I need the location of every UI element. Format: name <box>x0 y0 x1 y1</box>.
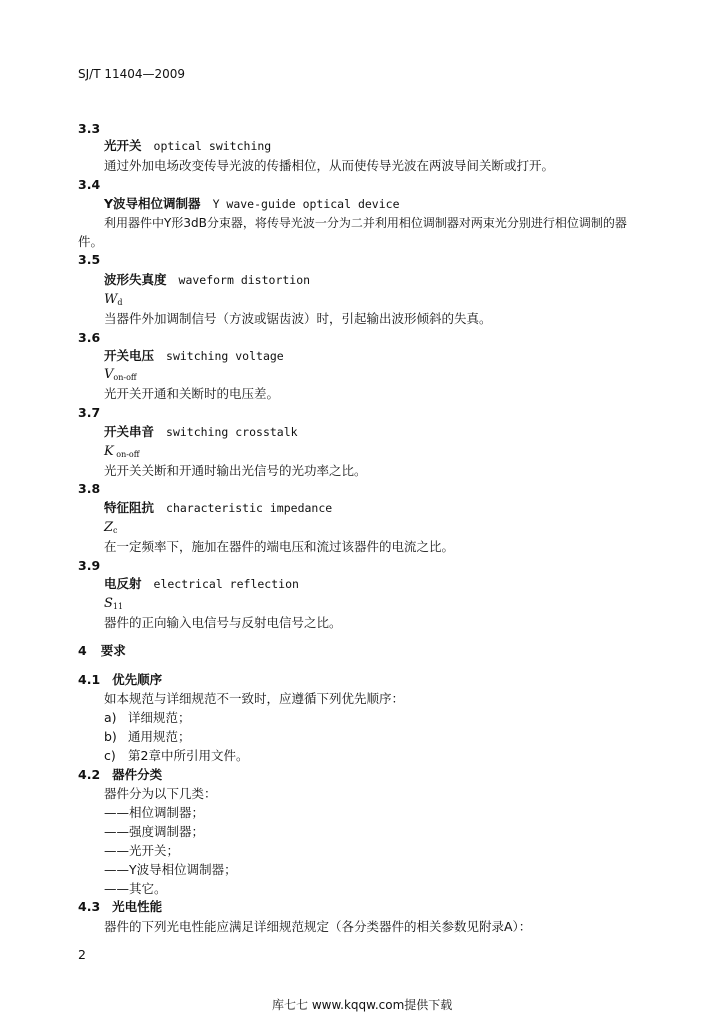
term-heading <box>104 196 400 212</box>
term-definition: 器件的正向输入电信号与反射电信号之比。 <box>104 615 342 630</box>
term-number: 3.8 <box>78 481 101 496</box>
list-item: ——光开关； <box>104 843 180 858</box>
term-heading <box>104 500 332 516</box>
symbol-letter: S <box>104 596 113 611</box>
section-heading <box>78 643 126 659</box>
term-name-en: Y wave-guide optical device <box>212 197 400 211</box>
subsection-heading <box>78 672 162 688</box>
term-name-en: optical switching <box>153 139 272 153</box>
term-definition: 当器件外加调制信号（方波或锯齿波）时，引起输出波形倾斜的失真。 <box>104 311 492 326</box>
subsection-number: 4.2 <box>78 767 101 782</box>
standard-code-header: SJ/T 11404—2009 <box>78 67 186 81</box>
symbol-subscript: on-off <box>113 373 137 382</box>
download-watermark: 库七七 www.kqqw.com提供下载 <box>272 998 453 1012</box>
term-definition: 通过外加电场改变传导光波的传播相位，从而使传导光波在两波导间关断或打开。 <box>104 158 555 173</box>
subsection-heading <box>78 899 162 915</box>
term-number: 3.4 <box>78 177 101 192</box>
symbol-letter: V <box>104 367 114 382</box>
term-definition-continued: 件。 <box>78 234 104 249</box>
term-definition: 光开关开通和关断时的电压差。 <box>104 386 280 401</box>
list-marker: c) <box>104 748 116 763</box>
list-item: ——强度调制器； <box>104 824 205 839</box>
symbol-subscript: on-off <box>113 450 140 459</box>
term-name-cn: 开关串音 <box>104 424 155 439</box>
term-name-cn: 特征阻抗 <box>104 500 155 515</box>
list-marker: b) <box>104 729 117 744</box>
symbol-letter: W <box>104 292 118 307</box>
symbol-subscript: d <box>117 298 123 307</box>
term-name-cn: 波形失真度 <box>104 272 167 287</box>
page-number: 2 <box>78 947 86 962</box>
term-number: 3.3 <box>78 121 101 136</box>
term-number: 3.9 <box>78 558 101 573</box>
subsection-number: 4.3 <box>78 899 101 914</box>
subsection-title: 光电性能 <box>112 899 163 914</box>
subsection-title: 优先顺序 <box>112 672 163 687</box>
symbol-letter: K <box>104 444 114 459</box>
list-item <box>104 748 248 764</box>
term-number: 3.7 <box>78 405 101 420</box>
term-name-en: switching voltage <box>166 349 284 363</box>
list-item: ——Y波导相位调制器； <box>104 862 237 877</box>
list-text: 第2章中所引用文件。 <box>128 748 249 763</box>
term-name-en: switching crosstalk <box>166 425 298 439</box>
term-heading <box>104 348 284 364</box>
term-heading <box>104 576 299 592</box>
list-text: 详细规范； <box>128 710 191 725</box>
term-number: 3.5 <box>78 252 101 267</box>
term-definition: 在一定频率下，施加在器件的端电压和流过该器件的电流之比。 <box>104 539 455 554</box>
list-item <box>104 729 191 745</box>
term-definition: 光开关关断和开通时输出光信号的光功率之比。 <box>104 463 367 478</box>
list-item: ——相位调制器； <box>104 805 205 820</box>
paragraph: 如本规范与详细规范不一致时，应遵循下列优先顺序： <box>104 691 405 706</box>
term-heading <box>104 272 310 288</box>
section-number: 4 <box>78 643 87 658</box>
list-item: ——其它。 <box>104 881 167 896</box>
symbol-subscript: 11 <box>112 602 124 611</box>
term-heading <box>104 138 271 154</box>
term-symbol <box>104 292 123 311</box>
term-name-en: waveform distortion <box>178 273 311 287</box>
term-name-cn: 光开关 <box>104 138 142 153</box>
term-name-en: electrical reflection <box>153 577 299 591</box>
term-number: 3.6 <box>78 330 101 345</box>
subsection-heading <box>78 767 162 783</box>
term-symbol <box>104 520 118 539</box>
term-name-cn: 开关电压 <box>104 348 155 363</box>
term-name-cn: Y波导相位调制器 <box>104 196 201 211</box>
term-symbol <box>104 367 137 386</box>
subsection-number: 4.1 <box>78 672 101 687</box>
list-item <box>104 710 191 726</box>
list-marker: a) <box>104 710 117 725</box>
symbol-letter: Z <box>104 520 114 535</box>
term-symbol <box>104 444 139 463</box>
term-definition: 利用器件中Y形3dB分束器，将传导光波一分为二并利用相位调制器对两束光分别进行相位调制的器 <box>104 216 627 230</box>
section-title: 要求 <box>100 643 126 658</box>
term-heading <box>104 424 298 440</box>
subsection-title: 器件分类 <box>112 767 163 782</box>
paragraph: 器件的下列光电性能应满足详细规范规定（各分类器件的相关参数见附录A）： <box>104 919 532 934</box>
term-name-en: characteristic impedance <box>166 501 333 515</box>
symbol-subscript: c <box>113 526 118 535</box>
list-text: 通用规范； <box>128 729 191 744</box>
paragraph: 器件分为以下几类： <box>104 786 217 801</box>
term-name-cn: 电反射 <box>104 576 142 591</box>
term-symbol <box>104 596 123 615</box>
